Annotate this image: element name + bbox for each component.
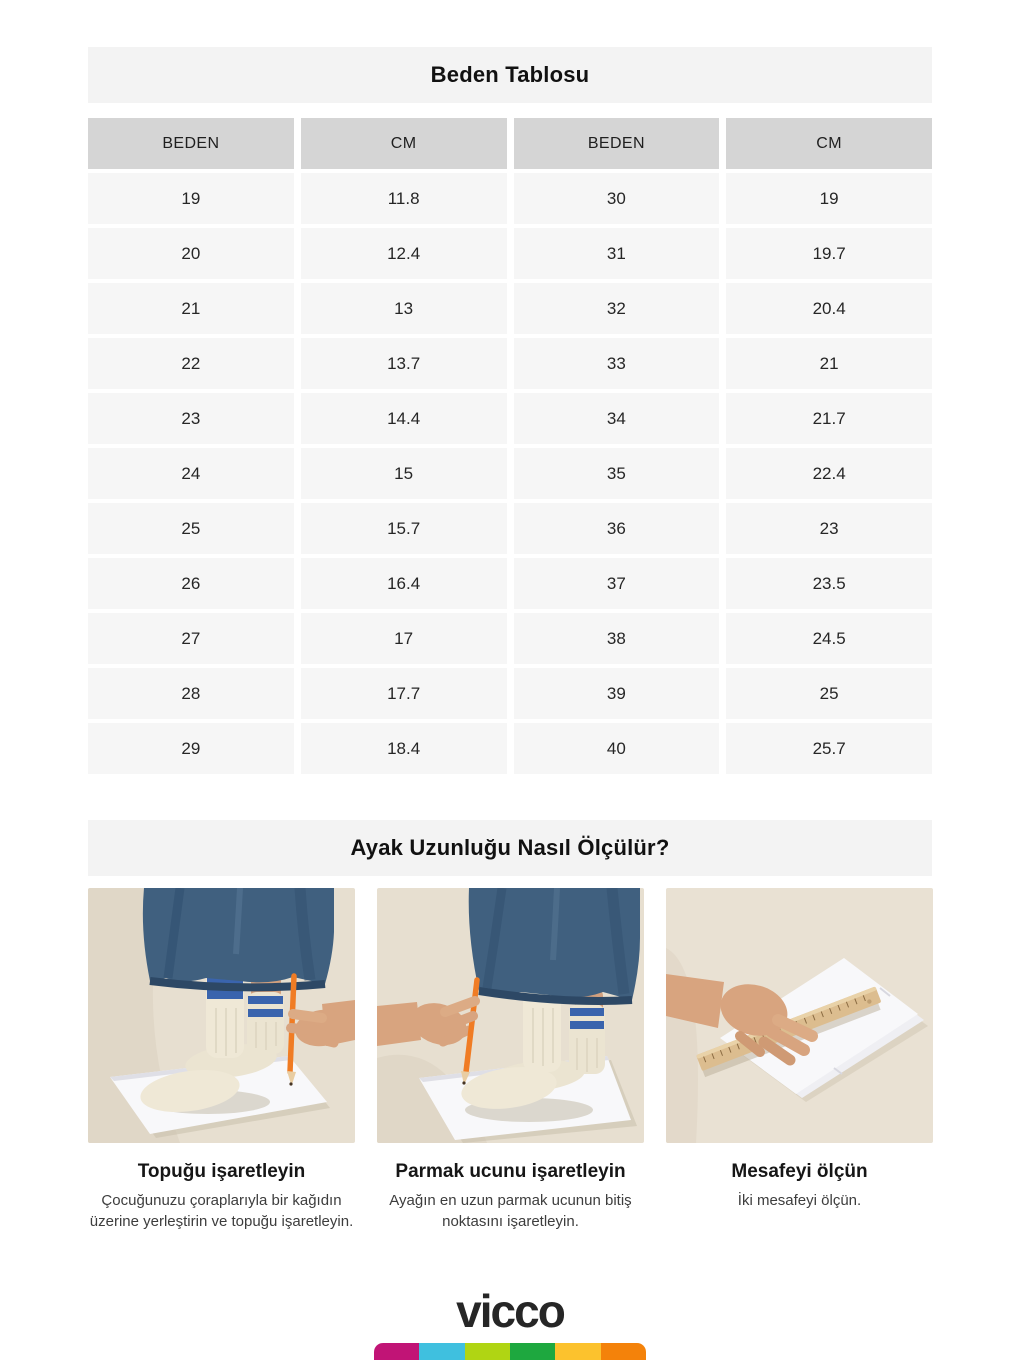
- size-cell: 37: [514, 558, 720, 609]
- measure-title-banner: [88, 820, 932, 876]
- size-cell: 26: [88, 558, 294, 609]
- size-cell: 19: [88, 173, 294, 224]
- cm-cell: 18.4: [301, 723, 507, 774]
- size-cell: 39: [514, 668, 720, 719]
- heel-marking-photo: [88, 888, 355, 1143]
- size-cell: 28: [88, 668, 294, 719]
- measure-step-toe: [377, 888, 644, 1232]
- size-cell: 33: [514, 338, 720, 389]
- measure-step-heel: [88, 888, 355, 1232]
- measure-step-ruler: [666, 888, 933, 1232]
- bar-segment-lime: [465, 1343, 510, 1360]
- bar-segment-orange: [601, 1343, 646, 1360]
- size-table-title: Beden Tablosu: [430, 62, 590, 87]
- jeans: [143, 888, 334, 987]
- cm-cell: 15.7: [301, 503, 507, 554]
- cm-cell: 13.7: [301, 338, 507, 389]
- cm-cell: 14.4: [301, 393, 507, 444]
- cm-cell: 17.7: [301, 668, 507, 719]
- jeans: [469, 888, 640, 1001]
- size-table: [88, 118, 932, 774]
- size-cell: 31: [514, 228, 720, 279]
- cm-cell: 19.7: [726, 228, 932, 279]
- cm-cell: 21: [726, 338, 932, 389]
- cm-cell: 11.8: [301, 173, 507, 224]
- cm-cell: 20.4: [726, 283, 932, 334]
- size-cell: 25: [88, 503, 294, 554]
- size-cell: 29: [88, 723, 294, 774]
- bar-segment-magenta: [374, 1343, 419, 1360]
- bar-segment-green: [510, 1343, 555, 1360]
- size-cell: 24: [88, 448, 294, 499]
- step-description: İki mesafeyi ölçün.: [737, 1192, 862, 1209]
- table-header-cell: CM: [726, 118, 932, 169]
- toe-marking-photo: [377, 888, 644, 1143]
- brand-color-bar: [374, 1343, 646, 1360]
- ruler-measuring-photo: [666, 888, 933, 1143]
- size-cell: 23: [88, 393, 294, 444]
- size-cell: 40: [514, 723, 720, 774]
- cm-cell: 21.7: [726, 393, 932, 444]
- cm-cell: 25: [726, 668, 932, 719]
- size-cell: 35: [514, 448, 720, 499]
- cm-cell: 15: [301, 448, 507, 499]
- measure-section-title: Ayak Uzunluğu Nasıl Ölçülür?: [350, 835, 670, 860]
- size-table-title-banner: [88, 47, 932, 103]
- cm-cell: 16.4: [301, 558, 507, 609]
- table-header-cell: BEDEN: [514, 118, 720, 169]
- cm-cell: 22.4: [726, 448, 932, 499]
- table-header-cell: BEDEN: [88, 118, 294, 169]
- step-description: Çocuğunuzu çoraplarıyla bir kağıdın üzerine yerleştirin ve topuğu işaretleyin.: [89, 1192, 354, 1230]
- cm-cell: 24.5: [726, 613, 932, 664]
- cm-cell: 23.5: [726, 558, 932, 609]
- cm-cell: 23: [726, 503, 932, 554]
- table-header-cell: CM: [301, 118, 507, 169]
- bar-segment-yellow: [555, 1343, 600, 1360]
- step-description: Ayağın en uzun parmak ucunun bitiş noktasını işaretleyin.: [389, 1192, 632, 1230]
- size-cell: 36: [514, 503, 720, 554]
- size-cell: 20: [88, 228, 294, 279]
- size-cell: 32: [514, 283, 720, 334]
- step-title: Parmak ucunu işaretleyin: [395, 1161, 626, 1182]
- size-cell: 22: [88, 338, 294, 389]
- size-cell: 27: [88, 613, 294, 664]
- cm-cell: 25.7: [726, 723, 932, 774]
- size-cell: 30: [514, 173, 720, 224]
- size-cell: 21: [88, 283, 294, 334]
- measure-steps: [88, 888, 932, 1232]
- step-title: Topuğu işaretleyin: [137, 1161, 306, 1182]
- size-cell: 38: [514, 613, 720, 664]
- bar-segment-cyan: [419, 1343, 464, 1360]
- cm-cell: 17: [301, 613, 507, 664]
- cm-cell: 12.4: [301, 228, 507, 279]
- cm-cell: 19: [726, 173, 932, 224]
- cm-cell: 13: [301, 283, 507, 334]
- step-title: Mesafeyi ölçün: [731, 1161, 868, 1182]
- vicco-logo: vicco: [456, 1285, 564, 1337]
- size-cell: 34: [514, 393, 720, 444]
